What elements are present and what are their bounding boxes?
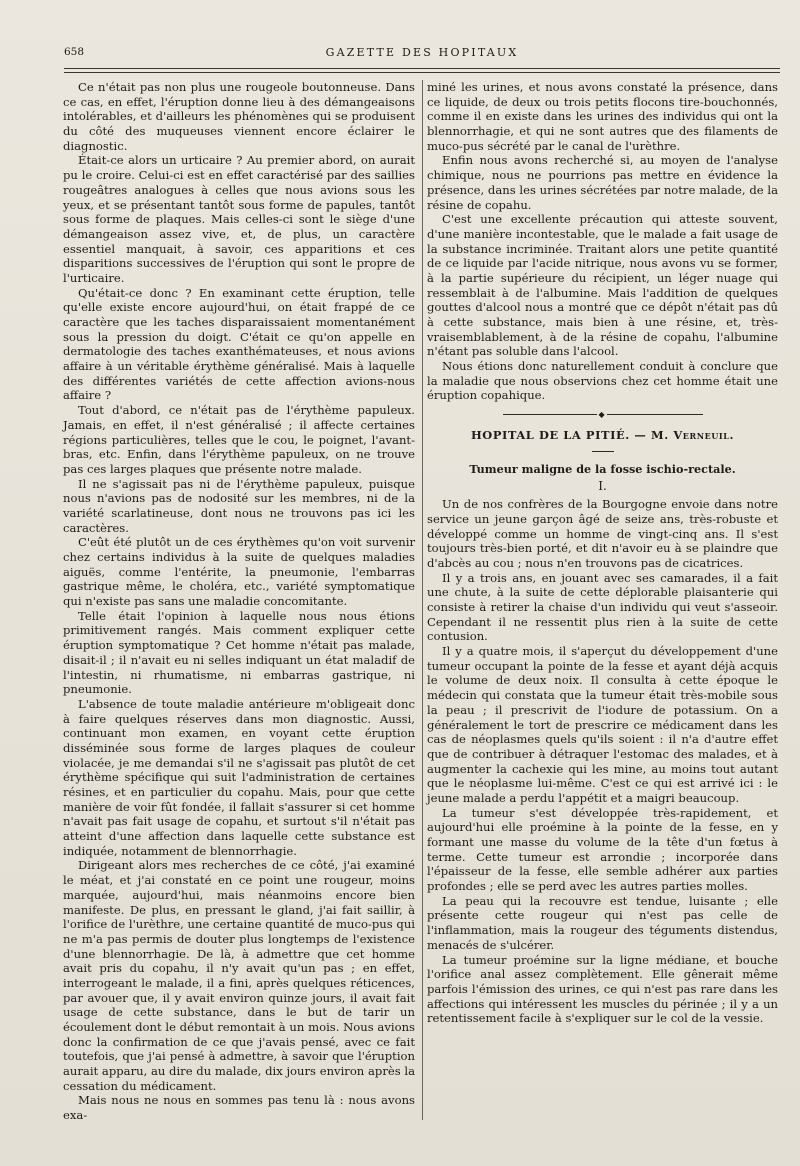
left-paragraph: Était-ce alors un urticaire ? Au premier abord, on aurait pu le croire. Celui-ci est en effet caractérisé par des saillies rougeâtres analogues à celles que nous avions sous les yeux, et se présentant tantôt sous forme de papules, tantôt sous forme de plaques. Mais celles-ci sont le siège d'une démangeaison assez vive, et, de plus, un caractère essentiel manquait, à savoir, ces apparitions et ces disparitions successives de l'éruption qui sont le propre de l'urticaire.	[63, 153, 415, 285]
section-dash	[592, 451, 614, 452]
case-paragraph: Il y a trois ans, en jouant avec ses camarades, il a fait une chute, à la suite de cette déplorable plaisanterie qui consiste à retirer la chaise d'un individu qui veut s'asseoir. Cependant il ne ressentit plus rien à la suite de cette contusion.	[427, 570, 778, 644]
header-rule-top	[64, 68, 780, 69]
right-paragraph: Nous étions donc naturellement conduit à conclure que la maladie que nous observions chez cet homme était une éruption copahique.	[427, 359, 778, 403]
journal-title: GAZETTE DES HOPITAUX	[325, 46, 519, 59]
right-column	[427, 80, 778, 1026]
hospital-name: HOPITAL DE LA PITIÉ. — M.	[470, 428, 674, 443]
case-paragraph: La tumeur proémine sur la ligne médiane, et bouche l'orifice anal assez complètement. Elle gênerait même parfois l'émission des urines, ce qui n'est pas rare dans les affections qui intéressent les muscles du périnée ; il y a un retentissement facile à s'expliquer sur le col de la vessie.	[427, 952, 778, 1026]
case-paragraph: Il y a quatre mois, il s'aperçut du développement d'une tumeur occupant la pointe de la fesse et ayant déjà acquis le volume de deux noix. Il consulta à cette époque le médecin qui constata que la tumeur était très-mobile sous la peau ; il prescrivit de l'iodure de potassium. On a généralement le tort de prescrire ce médicament dans les cas de néoplasmes quels qu'ils soient : il n'a d'autre effet que de contribuer à détraquer l'estomac des malades, et à augmenter la cachexie qui les mine, au moins tout autant que le néoplasme lui-même. C'est ce qui est arrivé ici : le jeune malade a perdu l'appétit et a maigri beaucoup.	[427, 644, 778, 805]
page-number: 658	[64, 46, 85, 58]
left-paragraph: Dirigeant alors mes recherches de ce côté, j'ai examiné le méat, et j'ai constaté en ce point une rougeur, moins marquée, aujourd'hui, mais néanmoins encore bien manifeste. De plus, en pressant le gland, j'ai fait saillir, à l'orifice de l'urèthre, une certaine quantité de muco-pus qui ne m'a pas permis de douter plus longtemps de l'existence d'une blennorrhagie. De là, à admettre que cet homme avait pris du copahu, il n'y avait qu'un pas ; en effet, interrogeant le malade, il a fini, après quelques réticences, par avouer que, il y avait environ quinze jours, il avait fait usage de cette substance, dans le but de tarir un écoulement dont le début remontait à un mois. Nous avions donc la confirmation de ce que j'avais pensé, avec ce fait toutefois, que j'ai pensé à admettre, à savoir que l'éruption aurait apparu, au dire du malade, dix jours environ après la cessation du médicament.	[63, 858, 415, 1093]
left-paragraph: Qu'était-ce donc ? En examinant cette éruption, telle qu'elle existe encore aujourd'hui, on était frappé de ce caractère que les taches disparaissaient momentanément sous la pression du doigt. C'était ce qu'on appelle en dermatologie des taches exanthémateuses, et nous avions affaire à un véritable érythème généralisé. Mais à laquelle des différentes variétés de cette affection avions-nous affaire ?	[63, 285, 415, 403]
left-paragraph: Il ne s'agissait pas ni de l'érythème papuleux, puisque nous n'avions pas de nodosité sur les membres, ni de la variété scarlatineuse, dont nous ne trouvons pas ici les caractères.	[63, 476, 415, 535]
left-paragraph: C'eût été plutôt un de ces érythèmes qu'on voit survenir chez certains individus à la suite de quelques maladies aiguës, comme l'entérite, la pneumonie, l'embarras gastrique même, le choléra, etc., variété symptomatique qui n'existe pas sans une maladie concomitante.	[63, 535, 415, 609]
case-paragraph: La peau qui la recouvre est tendue, luisante ; elle présente cette rougeur qui n'est pas celle de l'inflammation, mais la rougeur des téguments distendus, menacés de s'ulcérer.	[427, 893, 778, 952]
right-paragraph: C'est une excellente précaution qui atteste souvent, d'une manière incontestable, que le malade a fait usage de la substance incriminée. Traitant alors une petite quantité de ce liquide par l'acide nitrique, nous avons vu se former, à la partie supérieure du récipient, un léger nuage qui ressemblait à de l'albumine. Mais l'addition de quelques gouttes d'alcool nous a montré que ce dépôt n'était pas dû à cette substance, mais bien à une résine, et, très-vraisemblablement, à de la résine de copahu, l'albumine n'étant pas soluble dans l'alcool.	[427, 212, 778, 359]
case-paragraph: Un de nos confrères de la Bourgogne envoie dans notre service un jeune garçon âgé de seize ans, très-robuste et développé comme un homme de vingt-cinq ans. Il s'est toujours très-bien porté, et dit n'avoir eu à se plaindre que d'abcès au cou ; nous n'en trouvons pas de cicatrices.	[427, 497, 778, 570]
section-ornament	[503, 411, 703, 418]
diamond-icon: ◆	[598, 410, 605, 420]
doctor-name: Verneuil.	[673, 428, 735, 443]
left-paragraph: Ce n'était pas non plus une rougeole boutonneuse. Dans ce cas, en effet, l'éruption donne lieu à des démangeaisons intolérables, et d'ailleurs les phénomènes qui se produisent du côté des muqueuses viennent encore éclairer le diagnostic.	[63, 80, 415, 153]
header-rule-bottom	[64, 72, 780, 73]
page-header	[64, 46, 780, 64]
left-paragraph: Telle était l'opinion à laquelle nous nous étions primitivement rangés. Mais comment expliquer cette éruption symptomatique ? Cet homme n'était pas malade, disait-il ; il n'avait eu ni selles indiquant un état maladif de l'intestin, ni rhumatisme, ni embarras gastrique, ni pneumonie.	[63, 608, 415, 697]
left-column	[63, 80, 415, 1123]
left-paragraph: Tout d'abord, ce n'était pas de l'érythème papuleux. Jamais, en effet, il n'est généralisé ; il affecte certaines régions particulières, telles que le cou, le poignet, l'avant-bras, etc. Enfin, dans l'érythème papuleux, on ne trouve pas ces larges plaques que présente notre malade.	[63, 403, 415, 476]
left-paragraph: L'absence de toute maladie antérieure m'obligeait donc à faire quelques réserves dans mon diagnostic. Aussi, continuant mon examen, en voyant cette éruption disséminée sous forme de larges plaques de couleur violacée, je me demandai s'il ne s'agissait pas plutôt de cet érythème spécifique qui suit l'administration de certaines résines, et en particulier du copahu. Mais, pour que cette manière de voir fût fondée, il fallait s'assurer si cet homme n'avait pas fait usage de copahu, et surtout s'il n'était pas atteint d'une affection dans laquelle cette substance est indiquée, notamment de blennorrhagie.	[63, 696, 415, 858]
section-numeral: I.	[598, 478, 607, 493]
article-subtitle: Tumeur maligne de la fosse ischio-rectale.	[469, 461, 736, 476]
case-paragraph: La tumeur s'est développée très-rapidement, et aujourd'hui elle proémine à la pointe de la fesse, en y formant une masse du volume de la tête d'un fœtus à terme. Cette tumeur est arrondie ; incorporée dans l'épaisseur de la fesse, elle semble adhérer aux parties profondes ; elle se perd avec les autres parties molles.	[427, 805, 778, 894]
right-paragraph: Enfin nous avons recherché si, au moyen de l'analyse chimique, nous ne pourrions pas mettre en évidence la présence, dans les urines sécrétées par notre malade, de la résine de copahu.	[427, 153, 778, 212]
right-paragraph: miné les urines, et nous avons constaté la présence, dans ce liquide, de deux ou trois petits flocons tire-bouchonnés, comme il en existe dans les urines des individus qui ont la blennorrhagie, et qui ne sont autres que des filaments de muco-pus sécrété par le canal de l'urèthre.	[427, 80, 778, 153]
left-paragraph: Mais nous ne nous en sommes pas tenu là : nous avons exa-	[63, 1093, 415, 1123]
hospital-heading	[427, 428, 778, 443]
column-separator	[422, 80, 423, 1120]
